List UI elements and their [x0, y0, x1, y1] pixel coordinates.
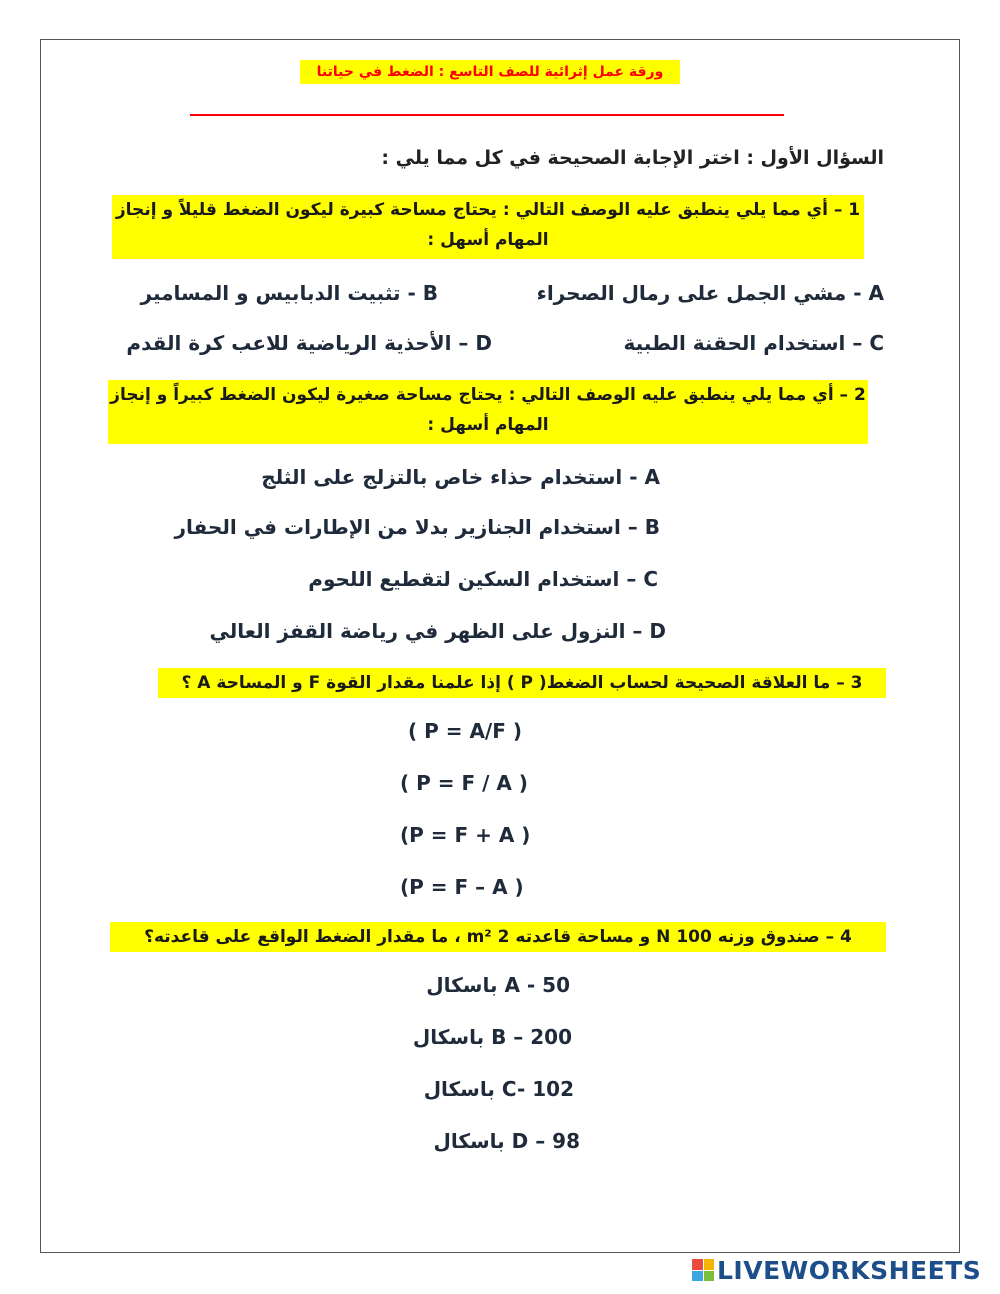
q2-option-c[interactable]: C – استخدام السكين لتقطيع اللحوم [308, 567, 658, 591]
liveworksheets-logo [692, 1253, 981, 1287]
worksheet-title: ورقة عمل إثرائية للصف التاسع : الضغط في حياتنا [300, 60, 680, 84]
liveworksheets-logo-icon [692, 1259, 714, 1281]
q1-option-a[interactable]: A - مشي الجمل على رمال الصحراء [536, 281, 884, 305]
q2-option-b[interactable]: B – استخدام الجنازير بدلا من الإطارات في الحفار [174, 515, 660, 539]
question-1-text: 1 – أي مما يلي ينطبق عليه الوصف التالي : يحتاج مساحة كبيرة ليكون الضغط قليلاً و إنجاز المهام أسهل : [112, 195, 864, 259]
logo-square-green [704, 1271, 715, 1282]
question-3-text: 3 – ما العلاقة الصحيحة لحساب الضغط( P ) إذا علمنا مقدار القوة F و المساحة A ؟ [158, 668, 886, 698]
question-4-text: 4 – صندوق وزنه 100 N و مساحة قاعدته 2 m² ، ما مقدار الضغط الواقع على قاعدته؟ [110, 922, 886, 952]
q4-option-a[interactable]: A - 50 باسكال [426, 973, 570, 997]
liveworksheets-logo-text: LIVEWORKSHEETS [717, 1255, 982, 1285]
q4-option-b[interactable]: B – 200 باسكال [412, 1025, 572, 1049]
logo-square-red [692, 1259, 703, 1270]
q1-option-b[interactable]: B - تثبيت الدبابيس و المسامير [140, 281, 438, 305]
question-2-text: 2 – أي مما يلي ينطبق عليه الوصف التالي : يحتاج مساحة صغيرة ليكون الضغط كبيراً و إنجاز المهام أسهل : [108, 380, 868, 444]
q4-option-d[interactable]: D – 98 باسكال [433, 1129, 580, 1153]
q1-option-c[interactable]: C – استخدام الحقنة الطبية [623, 331, 884, 355]
q2-option-d[interactable]: D – النزول على الظهر في رياضة القفز العالي [209, 619, 666, 643]
q3-option-b[interactable]: ( P = F / A ) [400, 771, 528, 795]
q2-option-a[interactable]: A - استخدام حذاء خاص بالتزلج على الثلج [261, 465, 660, 489]
logo-square-blue [692, 1271, 703, 1282]
logo-square-yellow [704, 1259, 715, 1270]
q3-option-d[interactable]: (P = F – A ) [400, 875, 524, 899]
section-heading: السؤال الأول : اختر الإجابة الصحيحة في كل مما يلي : [381, 147, 884, 169]
q3-option-a[interactable]: ( P = A/F ) [408, 719, 522, 743]
q3-option-c[interactable]: (P = F + A ) [400, 823, 531, 847]
q1-option-d[interactable]: D – الأحذية الرياضية للاعب كرة القدم [126, 331, 492, 355]
title-divider [190, 114, 784, 116]
q4-option-c[interactable]: C- 102 باسكال [423, 1077, 574, 1101]
